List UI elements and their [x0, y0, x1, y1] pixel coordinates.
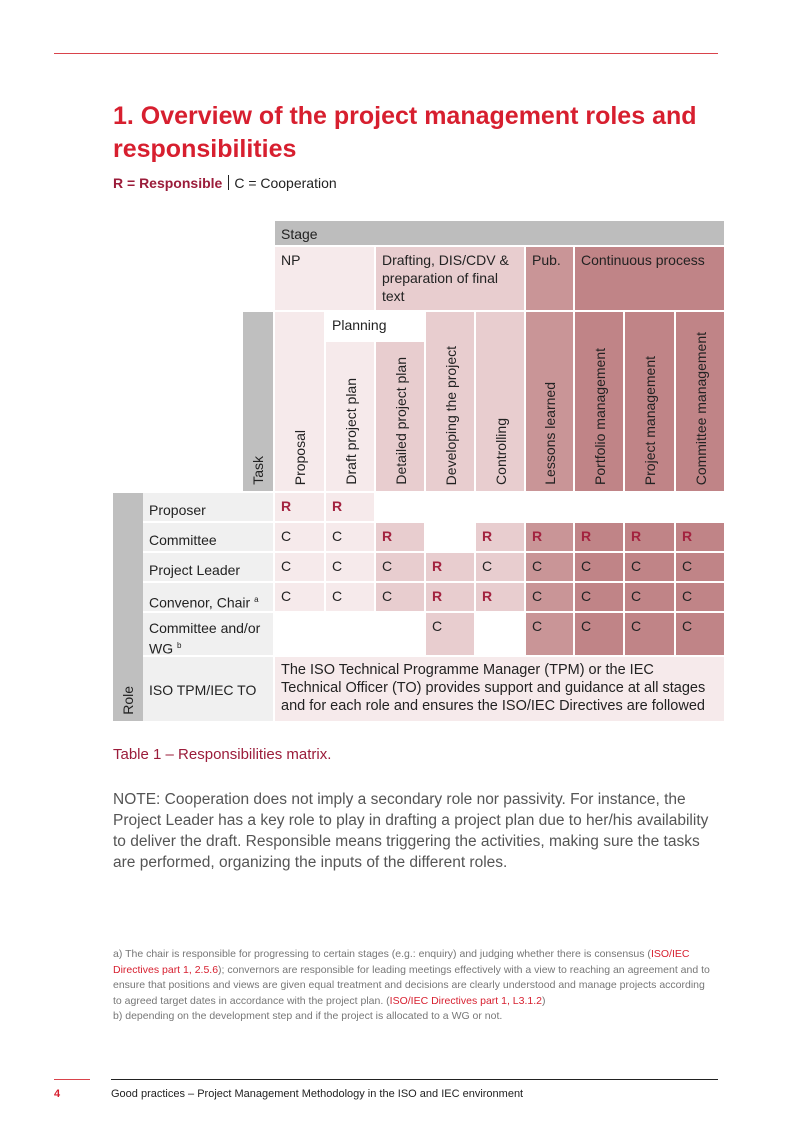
matrix-cell — [625, 553, 674, 581]
matrix-cell — [426, 553, 474, 581]
cooperation-mark: C — [581, 618, 592, 634]
footnote-b: b) depending on the development step and if the project is allocated to a WG or not. — [113, 1010, 503, 1022]
matrix-cell — [526, 523, 573, 551]
role-convenor-sup: a — [254, 595, 259, 604]
responsible-mark: R — [631, 528, 642, 544]
task-draft-plan-label: Draft project plan — [343, 378, 359, 485]
responsible-mark: R — [281, 498, 292, 514]
matrix-cell — [575, 553, 623, 581]
responsible-mark: R — [432, 558, 443, 574]
matrix-cell — [676, 553, 724, 581]
matrix-cell — [625, 523, 674, 551]
responsible-mark: R — [581, 528, 592, 544]
task-project-mgmt — [625, 312, 674, 491]
task-lessons-label: Lessons learned — [542, 382, 558, 485]
footnote-a-text-3: ) — [541, 994, 546, 1007]
matrix-cell — [676, 583, 724, 611]
matrix-cell — [376, 493, 424, 521]
footnote-a-link-2[interactable]: ISO/IEC Directives part 1, L3.1.2 — [389, 994, 542, 1007]
stage-header: Stage — [275, 221, 724, 245]
cooperation-mark: C — [682, 558, 693, 574]
cooperation-mark: C — [382, 588, 393, 604]
role-convenor-label: Convenor, Chair — [149, 594, 251, 611]
task-developing-label: Developing the project — [443, 345, 459, 485]
responsible-mark: R — [432, 588, 443, 604]
task-draft-plan — [326, 342, 374, 491]
footnote-a — [113, 947, 713, 1009]
responsible-mark: R — [382, 528, 393, 544]
matrix-cell — [476, 613, 524, 655]
responsible-mark: R — [482, 528, 493, 544]
role-label: Role — [120, 686, 136, 715]
cooperation-mark: C — [332, 528, 343, 544]
page-title: 1. Overview of the project management roles and responsibilities — [113, 102, 697, 163]
cooperation-mark: C — [281, 558, 292, 574]
stage-drafting: Drafting, DIS/CDV & preparation of final text — [376, 247, 524, 310]
role-proposer: Proposer — [143, 493, 273, 521]
page-number: 4 — [54, 1088, 61, 1100]
legend — [113, 175, 337, 191]
footnotes — [113, 947, 713, 1025]
responsible-mark: R — [532, 528, 543, 544]
matrix-cell — [326, 613, 374, 655]
responsible-mark: R — [482, 588, 493, 604]
stage-pub: Pub. — [526, 247, 573, 310]
matrix-cell — [476, 553, 524, 581]
matrix-cell — [275, 523, 324, 551]
cooperation-mark: C — [332, 588, 343, 604]
matrix-cell — [476, 523, 524, 551]
matrix-cell — [275, 553, 324, 581]
task-detailed-plan — [376, 342, 424, 491]
matrix-cell — [426, 493, 474, 521]
task-controlling-label: Controlling — [493, 418, 509, 485]
stage-np: NP — [275, 247, 374, 310]
role-convenor — [143, 583, 273, 611]
legend-responsible: R = Responsible — [113, 175, 223, 191]
role-label-cell — [113, 493, 143, 721]
responsible-mark: R — [682, 528, 693, 544]
matrix-cell — [326, 553, 374, 581]
cooperation-mark: C — [631, 558, 642, 574]
matrix-cell — [476, 493, 524, 521]
cooperation-mark: C — [482, 558, 493, 574]
matrix-cell — [376, 523, 424, 551]
task-portfolio — [575, 312, 623, 491]
matrix-cell — [625, 613, 674, 655]
matrix-cell — [376, 553, 424, 581]
role-iso-tpm: ISO TPM/IEC TO — [143, 657, 273, 721]
matrix-cell — [676, 493, 724, 521]
cooperation-mark: C — [532, 618, 543, 634]
responsible-mark: R — [332, 498, 343, 514]
task-developing — [426, 312, 474, 491]
task-proposal-label: Proposal — [292, 429, 308, 485]
matrix-cell — [575, 583, 623, 611]
footer-rule-left — [54, 1079, 90, 1080]
matrix-cell — [625, 583, 674, 611]
matrix-cell — [275, 583, 324, 611]
task-label: Task — [250, 456, 266, 485]
footer-title: Good practices – Project Management Methodology in the ISO and IEC environment — [111, 1088, 524, 1100]
tpm-description: The ISO Technical Programme Manager (TPM) or the IEC Technical Officer (TO) provides support and guidance at all stages and for each role and ensures the ISO/IEC Directives are followed — [275, 657, 724, 721]
note-paragraph: NOTE: Cooperation does not imply a secondary role nor passivity. For instance, the Project Leader has a key role to play in drafting a project plan due to her/his availability to deliver the draft. Responsible means triggering the activities, making sure the tasks are performed, organizing the inputs of the different roles. — [113, 791, 709, 871]
role-committee-sup: b — [177, 641, 182, 650]
matrix-cell — [426, 523, 474, 551]
task-proposal — [275, 312, 324, 491]
role-project-leader: Project Leader — [143, 553, 273, 581]
task-detailed-plan-label: Detailed project plan — [393, 357, 409, 485]
matrix-cell — [625, 493, 674, 521]
matrix-cell — [426, 583, 474, 611]
matrix-cell — [275, 493, 324, 521]
footnote-a-text-2: ); convernors are responsible for leading meetings effectively with a view to reaching an agreement and to ensure that positions and views are given equal treatment and decisions are clearly understood and manage projects according to agreed target dates in accordance with the project plan. ( — [113, 963, 710, 1007]
matrix-cell — [326, 493, 374, 521]
matrix-cell — [526, 493, 573, 521]
top-rule — [54, 53, 718, 54]
cooperation-mark: C — [581, 558, 592, 574]
matrix-cell — [476, 583, 524, 611]
matrix-cell — [676, 613, 724, 655]
legend-separator — [228, 175, 229, 190]
matrix-cell — [526, 553, 573, 581]
matrix-cell — [275, 613, 324, 655]
matrix-cell — [376, 613, 424, 655]
task-lessons — [526, 312, 573, 491]
cooperation-mark: C — [532, 558, 543, 574]
cooperation-mark: C — [332, 558, 343, 574]
footnote-a-text: a) The chair is responsible for progressing to certain stages (e.g.: enquiry) and judging whether there is consensus ( — [113, 948, 651, 960]
cooperation-mark: C — [631, 618, 642, 634]
matrix-cell — [376, 583, 424, 611]
matrix-cell — [575, 493, 623, 521]
cooperation-mark: C — [532, 588, 543, 604]
role-committee — [143, 613, 273, 655]
legend-cooperation: C = Cooperation — [234, 175, 337, 191]
cooperation-mark: C — [432, 618, 443, 634]
cooperation-mark: C — [281, 528, 292, 544]
matrix-cell — [526, 613, 573, 655]
planning-header: Planning — [326, 312, 424, 340]
matrix-cell — [526, 583, 573, 611]
stage-continuous: Continuous process — [575, 247, 724, 310]
task-controlling — [476, 312, 524, 491]
matrix-cell — [575, 523, 623, 551]
cooperation-mark: C — [281, 588, 292, 604]
footnote-a-link-1[interactable]: ISO/IEC Directives part 1, 2.5.6 — [113, 948, 690, 976]
cooperation-mark: C — [581, 588, 592, 604]
task-committee-mgmt — [676, 312, 724, 491]
matrix-cell — [326, 583, 374, 611]
task-project-mgmt-label: Project management — [642, 355, 658, 485]
footer-rule — [111, 1079, 718, 1080]
role-committee-label: Committee and/or WG — [149, 620, 261, 657]
table-caption: Table 1 – Responsibilities matrix. — [113, 746, 332, 763]
cooperation-mark: C — [631, 588, 642, 604]
task-label-cell — [243, 312, 273, 491]
cooperation-mark: C — [682, 618, 693, 634]
matrix-cell — [676, 523, 724, 551]
matrix-cell — [426, 613, 474, 655]
matrix-cell — [326, 523, 374, 551]
cooperation-mark: C — [382, 558, 393, 574]
cooperation-mark: C — [682, 588, 693, 604]
task-portfolio-label: Portfolio management — [592, 348, 608, 485]
task-committee-mgmt-label: Committee management — [693, 331, 709, 485]
matrix-cell — [575, 613, 623, 655]
role-committee-manager: Committee — [143, 523, 273, 551]
